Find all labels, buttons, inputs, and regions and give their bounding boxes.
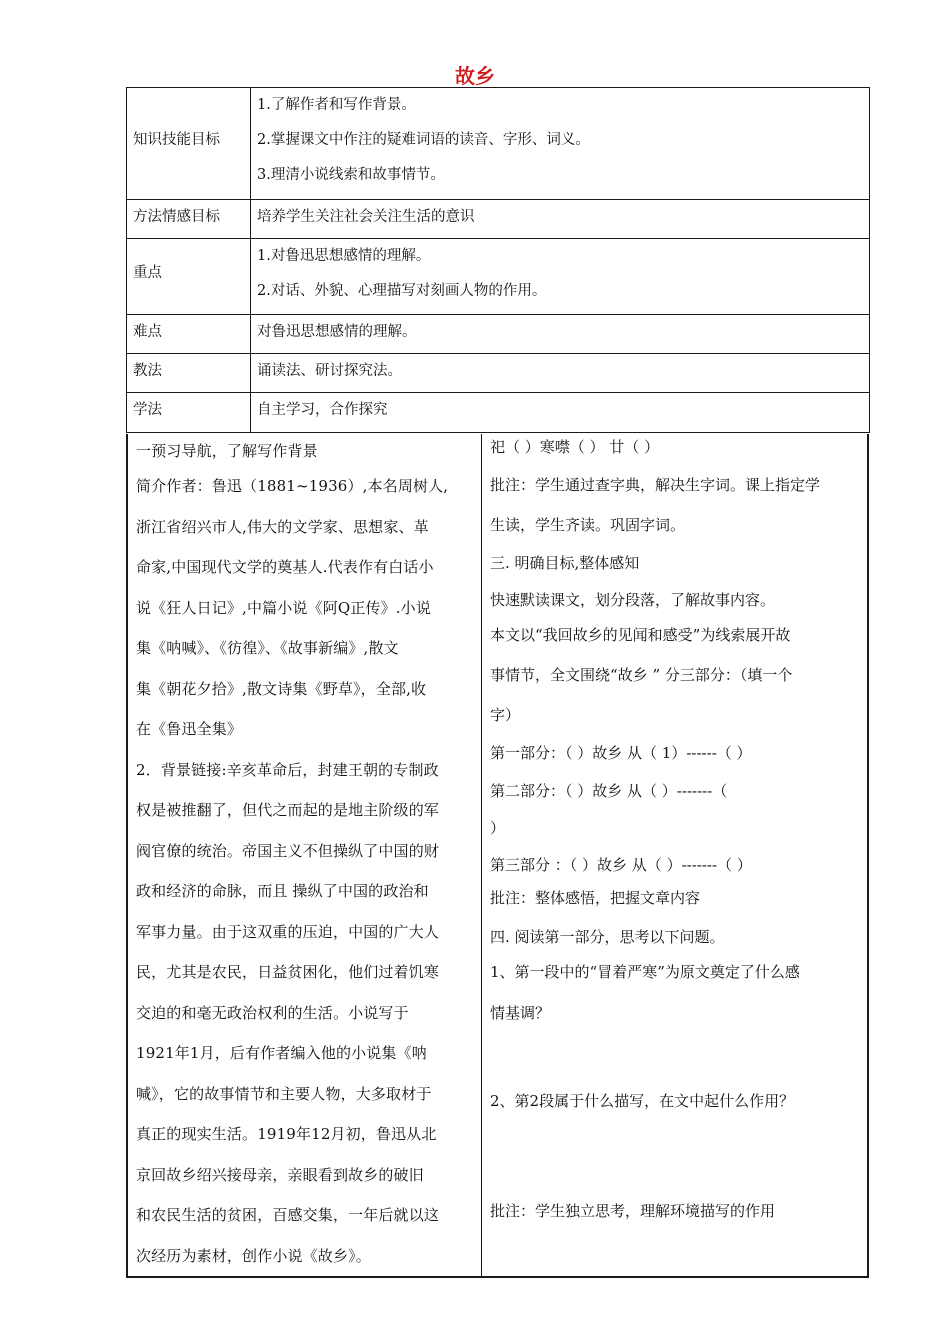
- right-line: 四. 阅读第一部分，思考以下问题。: [490, 928, 725, 946]
- right-line: 三. 明确目标,整体感知: [490, 554, 640, 572]
- left-line: 2．背景链接:辛亥革命后，封建王朝的专制政: [136, 760, 439, 779]
- right-line: 生读，学生齐读。巩固字词。: [490, 516, 686, 534]
- left-line: 阀官僚的统治。帝国主义不但操纵了中国的财: [136, 841, 440, 860]
- left-column: [128, 434, 482, 1276]
- right-line: 批注：学生通过查字典，解决生字词。课上指定学: [490, 476, 821, 494]
- right-line: 第一部分：（ ）故乡 从（ 1）------（ ）: [490, 744, 752, 762]
- content-teaching: 诵读法、研讨探究法。: [251, 354, 870, 393]
- left-line: 政和经济的命脉，而且 操纵了中国的政治和: [136, 882, 429, 900]
- right-line: 字）: [490, 706, 521, 724]
- label-method: 方法情感目标: [127, 200, 251, 239]
- left-line: 一预习导航，了解写作背景: [136, 442, 318, 460]
- row-teaching: [127, 354, 870, 393]
- label-key: [127, 239, 251, 315]
- left-line: 喊》，它的故事情节和主要人物，大多取材于: [136, 1084, 432, 1103]
- knowledge-item: 3.理清小说线索和故事情节。: [257, 167, 445, 183]
- right-line: 第二部分：（ ）故乡 从（ ）-------（: [490, 782, 728, 800]
- left-line: 命家,中国现代文学的奠基人.代表作有白话小: [136, 558, 434, 576]
- left-line: 和农民生活的贫困，百感交集，一年后就以这: [136, 1206, 440, 1224]
- label-difficulty: 难点: [127, 315, 251, 354]
- knowledge-item: 2.掌握课文中作注的疑难词语的读音、字形、词义。: [257, 132, 590, 148]
- row-difficulty: [127, 315, 870, 354]
- right-line: 祀（ ）寒噤（ ） 廿（ ）: [490, 438, 660, 456]
- left-line: 交迫的和毫无政治权利的生活。小说写于: [136, 1003, 409, 1022]
- right-line: 1、第一段中的“冒着严寒”为原文奠定了什么感: [490, 963, 800, 981]
- left-line: 简介作者：鲁迅（1881~1936）,本名周树人,: [136, 477, 449, 495]
- right-line: 第三部分 ：（ ）故乡 从（ ）-------（ ）: [490, 856, 752, 874]
- left-line: 集《呐喊》、《彷徨》、《故事新编》,散文: [136, 639, 399, 657]
- left-line: 京回故乡绍兴接母亲，亲眼看到故乡的破旧: [136, 1165, 424, 1184]
- right-column: [482, 434, 867, 1276]
- left-line: 1921年1月，后有作者编入他的小说集《呐: [136, 1044, 427, 1062]
- left-line: 真正的现实生活。1919年12月初，鲁迅从北: [136, 1125, 437, 1143]
- right-line: 本文以“我回故乡的见闻和感受”为线索展开故: [490, 626, 791, 644]
- row-method: [127, 200, 870, 239]
- row-key: [127, 239, 870, 315]
- left-line: 集《朝花夕拾》,散文诗集《野草》，全部,收: [136, 679, 427, 698]
- right-line: 事情节，全文围绕“故乡 ” 分三部分：（填一个: [490, 666, 793, 684]
- left-line: 说《狂人日记》,中篇小说《阿Q正传》.小说: [136, 598, 431, 617]
- page-title: 故乡: [455, 64, 495, 88]
- knowledge-item: 1.了解作者和写作背景。: [257, 97, 416, 113]
- key-item: 2.对话、外貌、心理描写对刻画人物的作用。: [257, 283, 547, 299]
- left-line: 在《鲁迅全集》: [136, 720, 243, 738]
- key-item: 1.对鲁迅思想感情的理解。: [257, 248, 431, 264]
- label-teaching: 教法: [127, 354, 251, 393]
- lesson-body: [126, 434, 869, 1278]
- content-difficulty: 对鲁迅思想感情的理解。: [251, 315, 870, 354]
- right-line: 批注：学生独立思考，理解环境描写的作用: [490, 1202, 776, 1220]
- content-key: [251, 239, 870, 315]
- row-knowledge: [127, 88, 870, 200]
- row-learning: [127, 393, 870, 433]
- left-line: 浙江省绍兴市人,伟大的文学家、思想家、革: [136, 517, 429, 536]
- content-knowledge: [251, 88, 870, 200]
- left-line: 军事力量。由于这双重的压迫，中国的广大人: [136, 922, 440, 941]
- right-line: 情基调？: [490, 1004, 551, 1022]
- right-line: 批注：整体感悟，把握文章内容: [490, 889, 701, 907]
- key-label-text: 重点: [133, 265, 162, 281]
- right-line: 2、第2段属于什么描写，在文中起什么作用？: [490, 1092, 795, 1110]
- left-line: 次经历为素材，创作小说《故乡》。: [136, 1246, 371, 1265]
- content-learning: 自主学习，合作探究: [251, 393, 870, 433]
- content-method: 培养学生关注社会关注生活的意识: [251, 200, 870, 239]
- knowledge-label-text: 知识技能目标: [133, 132, 220, 148]
- right-line: 快速默读课文，划分段落，了解故事内容。: [490, 591, 776, 609]
- objectives-table: [126, 87, 870, 433]
- label-knowledge: [127, 88, 251, 200]
- left-line: 民，尤其是农民，日益贫困化，他们过着饥寒: [136, 963, 440, 981]
- right-line: ）: [490, 819, 506, 837]
- label-learning: 学法: [127, 393, 251, 433]
- left-line: 权是被推翻了，但代之而起的是地主阶级的军: [136, 801, 440, 819]
